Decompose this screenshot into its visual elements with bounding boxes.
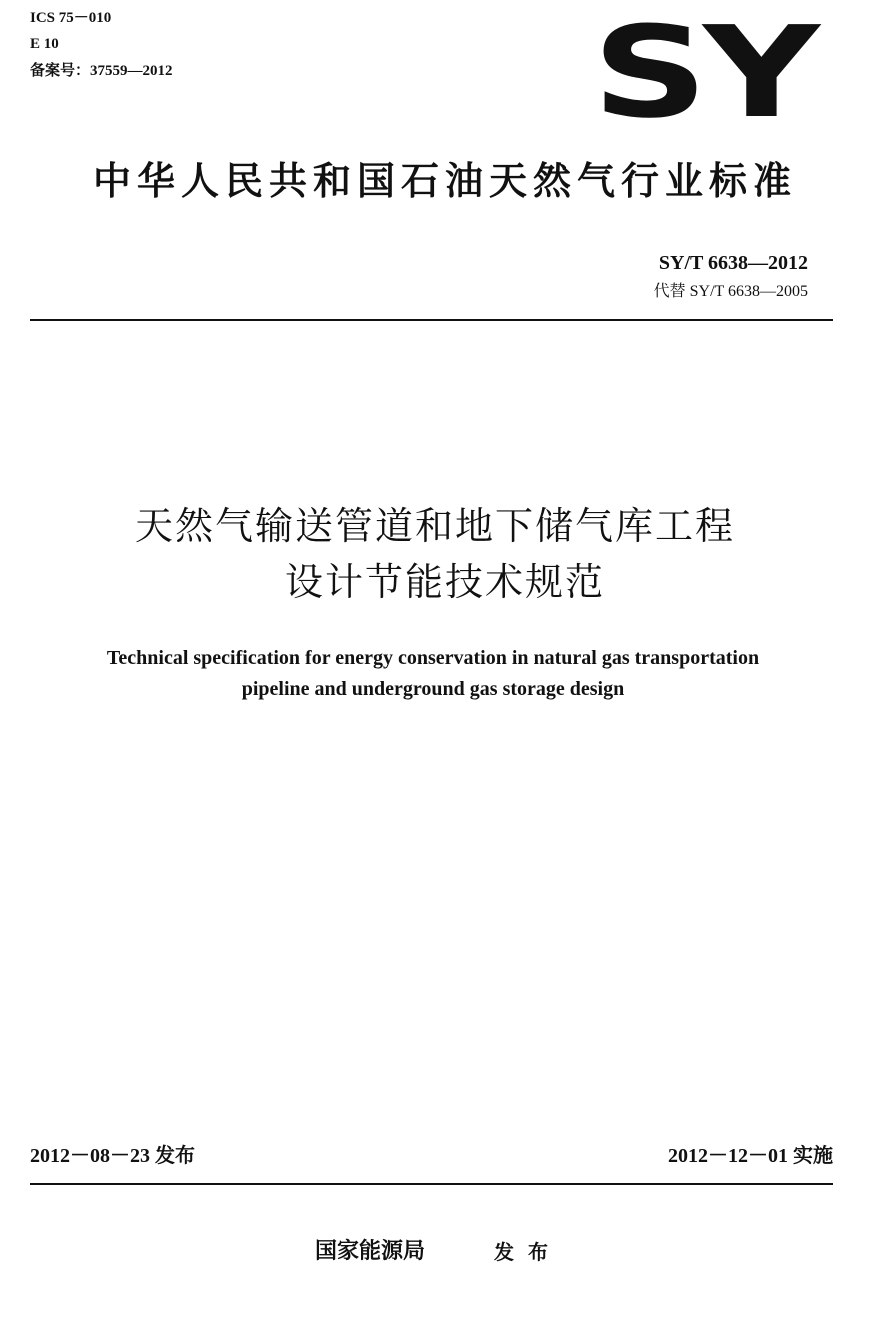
english-title-line-1: Technical specification for energy conservation in natural gas transportation (106, 647, 760, 669)
sy-logo: SY (592, 0, 815, 146)
publish-label: 发布 (494, 1240, 562, 1264)
record-number: 备案号：37559—2012 (30, 63, 173, 79)
chinese-title-line-1: 天然气输送管道和地下储气库工程 (134, 504, 735, 548)
industry-standard-heading: 中华人民共和国石油天然气行业标准 (92, 159, 797, 203)
classification-code: E 10 (30, 36, 59, 52)
english-title-line-2: pipeline and underground gas storage design (241, 678, 625, 700)
top-divider (30, 319, 833, 321)
implementation-date: 2012－12－01 实施 (668, 1145, 833, 1167)
publisher-name: 国家能源局 (315, 1239, 426, 1264)
standard-number: SY/T 6638—2012 (658, 252, 808, 274)
ics-code: ICS 75－010 (30, 10, 112, 26)
issue-date: 2012－08－23 发布 (30, 1145, 195, 1167)
chinese-title-line-2: 设计节能技术规范 (284, 560, 605, 604)
bottom-divider (30, 1183, 833, 1185)
replaced-standard: 代替 SY/T 6638—2005 (653, 283, 808, 300)
